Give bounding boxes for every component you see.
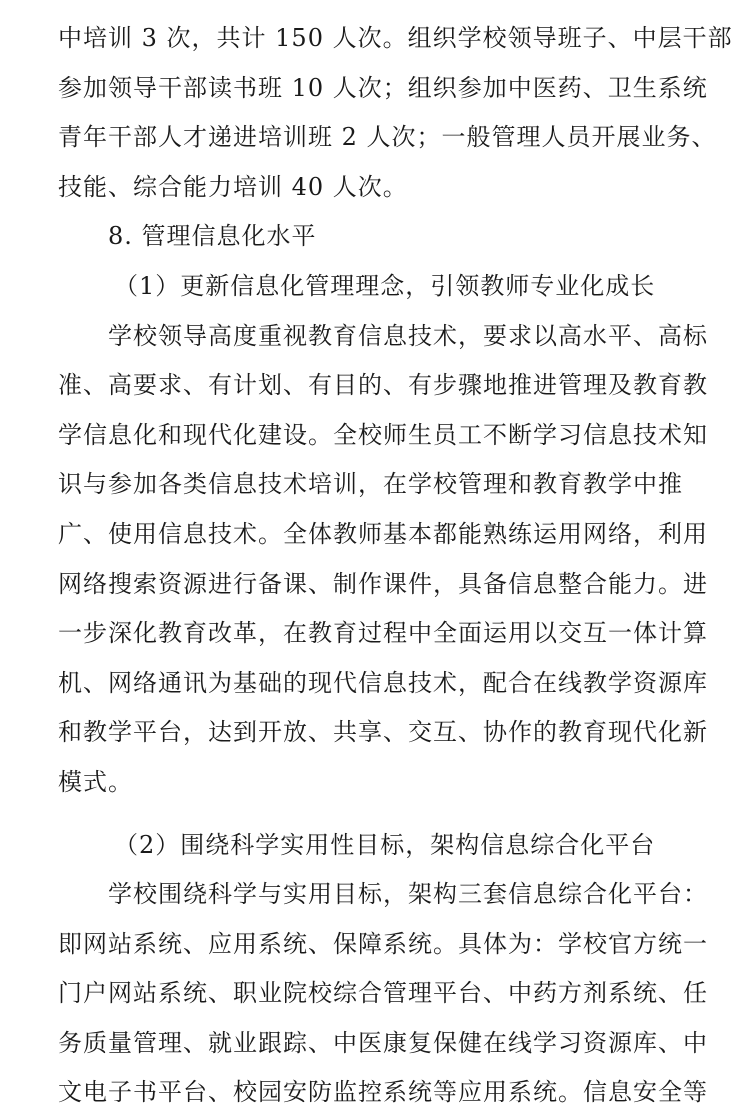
- paragraph-line: 青年干部人才递进培训班 2 人次；一般管理人员开展业务、: [58, 123, 717, 152]
- paragraph-line: 即网站系统、应用系统、保障系统。具体为：学校官方统一: [58, 929, 708, 958]
- subsection-heading: （1）更新信息化管理理念，引领教师专业化成长: [114, 271, 656, 300]
- paragraph-line: 识与参加各类信息技术培训，在学校管理和教育教学中推: [58, 470, 683, 499]
- paragraph-line: 模式。: [58, 767, 133, 796]
- paragraph-line: 务质量管理、就业跟踪、中医康复保健在线学习资源库、中: [58, 1028, 708, 1057]
- paragraph-line: 广、使用信息技术。全体教师基本都能熟练运用网络，利用: [58, 519, 708, 548]
- paragraph-line: 机、网络通讯为基础的现代信息技术，配合在线教学资源库: [58, 668, 708, 697]
- paragraph-line: 和教学平台，达到开放、共享、交互、协作的教育现代化新: [58, 718, 708, 747]
- paragraph-line: 技能、综合能力培训 40 人次。: [58, 172, 408, 201]
- paragraph-line: 门户网站系统、职业院校综合管理平台、中药方剂系统、任: [58, 979, 708, 1008]
- paragraph-line: 中培训 3 次，共计 150 人次。组织学校领导班子、中层干部: [58, 24, 733, 52]
- paragraph-line: 文电子书平台、校园安防监控系统等应用系统。信息安全等: [58, 1078, 708, 1107]
- subsection-heading: （2）围绕科学实用性目标，架构信息综合化平台: [114, 830, 656, 859]
- paragraph-line: 学校围绕科学与实用目标，架构三套信息综合化平台：: [108, 880, 708, 909]
- paragraph-line: 学信息化和现代化建设。全校师生员工不断学习信息技术知: [58, 420, 708, 449]
- paragraph-line: 一步深化教育改革，在教育过程中全面运用以交互一体计算: [58, 619, 708, 648]
- paragraph-line: 学校领导高度重视教育信息技术，要求以高水平、高标: [108, 321, 708, 350]
- paragraph-line: 准、高要求、有计划、有目的、有步骤地推进管理及教育教: [58, 371, 708, 400]
- paragraph-line: 网络搜索资源进行备课、制作课件，具备信息整合能力。进: [58, 569, 708, 598]
- paragraph-line: 参加领导干部读书班 10 人次；组织参加中医药、卫生系统: [58, 73, 708, 102]
- section-heading: 8. 管理信息化水平: [108, 222, 317, 251]
- spacer: [58, 808, 699, 821]
